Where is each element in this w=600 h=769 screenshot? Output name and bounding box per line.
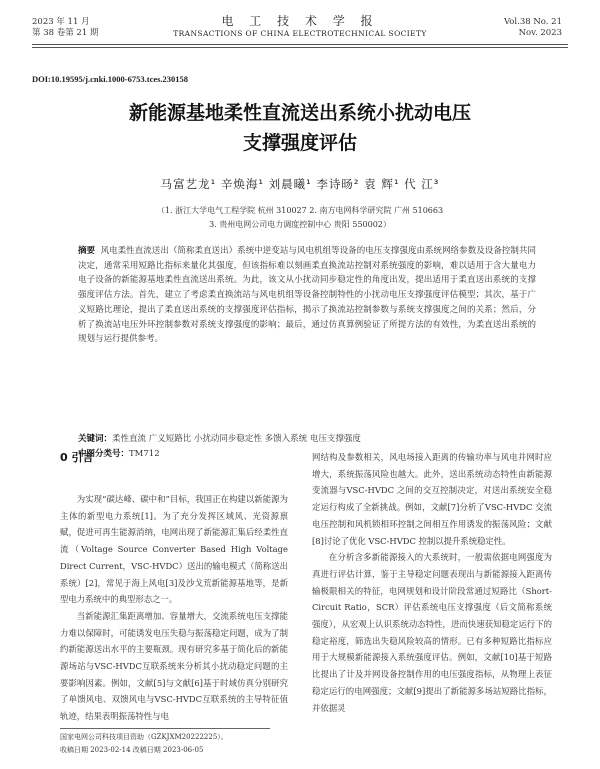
footnote-funding: 国家电网公司科技项目资助（GZKJXM20222225）。 [60,733,228,741]
section-heading-intro: 0 引言 [60,451,94,464]
left-column [60,491,288,725]
keywords-text: 柔性直流 广义短路比 小扰动同步稳定性 多馈入系统 电压支撑强度 [112,434,361,444]
journal-name-en: TRANSACTIONS OF CHINA ELECTROTECHNICAL SOCIETY [173,29,427,38]
abstract-text: 风电柔性直流送出（简称柔直送出）系统中逆变站与风电机组等设备的电压支撑强度由系统网络参数及设备控制共同决定，通常采用短路比指标来量化其强度，但该指标难以刻画柔直换流站控制对系统强度的影响，难以适用于含大量电力电子设备的新能源基地柔性直流送出系统。为此，该文从小扰动同步稳定性的角度出发，提出适用于柔直送出系统的支撑强度评估方法。首先，建立了考虑柔直换流站与风电机组等设备控制特性的小扰动电压支撑强度评估模型；其次，基于广义短路比理论，提出了柔直送出系统的支撑强度评估指标，揭示了换流站控制参数与系统支撑强度之间的关系；然后，分析了换流站电压外环控制参数对系统支撑强度的影响；最后，通过仿真算例验证了所提方法的有效性，为柔直送出系统的规划与运行提供参考。 [78,246,536,345]
paragraph: 当新能源汇集距离增加、容量增大，交流系统电压支撑能力难以保障时，可能诱发电压失稳与振荡稳定问题，成为了制约新能源送出水平的主要瓶颈。现有研究多基于简化后的新能源场站与VSC-HVDC互联系统来分析其小扰动稳定问题的主要影响因素。例如，文献[5]与文献[6]基于时域仿真分别研究了单馈风电、双馈风电与VSC-HVDC互联系统的主导特征值轨迹，结果表明振荡特性与电 [60,610,288,722]
header-date: 2023 年 11 月 [32,17,90,27]
paper-title-line2: 支撑强度评估 [242,132,357,154]
footnote-dates: 收稿日期 2023-02-14 改稿日期 2023-06-05 [60,746,204,754]
right-column [312,449,552,716]
classification-code: TM712 [129,449,160,459]
header-vol-no: Vol.38 No. 21 [503,17,562,27]
paragraph: 为实现“碳达峰、碳中和”目标，我国正在构建以新能源为主体的新型电力系统[1]。为了充分发挥区域风、光资源禀赋，促进可再生能源消纳，电网出现了新能源汇集后经柔性直流（Voltage Source Converter Based High Voltage Direct Current，VSC-HVDC）送出的输电模式（简称送出系统）[2]，常见于海上风电[3]及沙戈荒新能源基地等，是新型电力系统中的典型形态之一。 [60,494,288,605]
keywords-label: 关键词： [78,434,113,444]
affiliation-line1: （1. 浙江大学电气工程学院 杭州 310027 2. 南方电网科学研究院 广州 510663 [156,206,444,215]
classification-label: 中图分类号： [78,449,130,459]
paragraph: 网结构及参数相关，风电场接入距离的传输功率与风电并网时应增大，系统振荡风险也越大。此外，送出系统动态特性由新能源变流器与VSC-HVDC 之间的交互控制决定，对送出系统安全稳定运行构成了全新挑战。例如，文献[7]分析了VSC-HVDC 交流电压控制和风机锁相环控制之间相互作用诱发的振荡风险；文献[8]讨论了优化 VSC-HVDC 控制以提升系统稳定性。 [312,452,552,546]
abstract [78,244,536,347]
footnote-rule [60,728,270,729]
keywords [78,432,536,446]
header-volume: 第 38 卷第 21 期 [32,28,99,38]
paragraph: 在分析含多新能源接入的大系统时，一般需依据电网强度为真进行评估计算，鉴于主导稳定问题表现出与新能源接入距离传输极限相关的特征，电网规划和设计阶段常通过短路比（Short-Circuit Ratio，SCR）评估系统电压支撑强度（后文简称系统强度），从宏观上认识系统动态特性，进而快速获知稳定运行下的稳定裕度，筛选出失稳风险较高的情形。已有多种短路比指标应用于大规模新能源接入系统强度评估。例如，文献[10]基于短路比提出了计及并网设备控制作用的电压强度指标，从物理上表征稳定运行的电网强度；文献[9]提出了新能源多场站短路比指标，并依据灵 [312,552,552,713]
affiliation-line2: 3. 贵州电网公司电力调度控制中心 贵阳 550002） [209,220,391,229]
header-vol-info [504,17,562,39]
abstract-label: 摘要 [78,246,96,256]
header-month-year: Nov. 2023 [518,28,562,38]
doi: DOI:10.19595/j.cnki.1000-6753.tces.230158 [32,74,189,84]
header-rule-bottom [32,47,568,48]
journal-name-cn: 电 工 技 术 学 报 [221,14,379,28]
paper-title-line1: 新能源基地柔性直流送出系统小扰动电压 [128,102,471,124]
header-rule-top [32,44,568,45]
author-list: 马富艺龙¹ 辛焕海¹ 刘晨曦¹ 李诗旸² 袁 辉¹ 代 江³ [160,177,440,191]
